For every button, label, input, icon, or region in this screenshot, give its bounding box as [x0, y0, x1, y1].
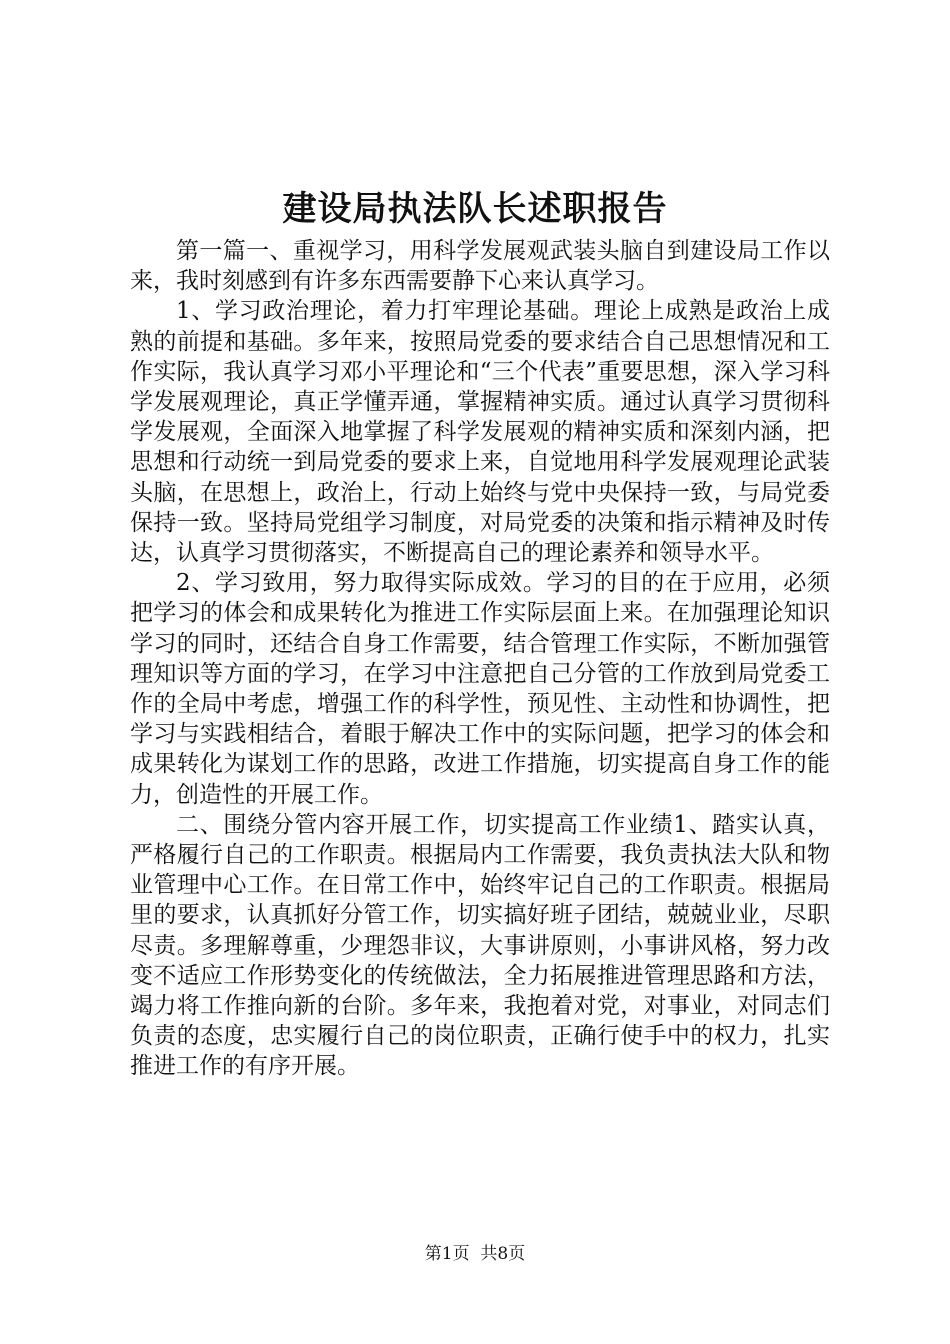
paragraph-1: 第一篇一、重视学习，用科学发展观武装头脑自到建设局工作以来，我时刻感到有许多东西需要静下心来认真学习。 [130, 238, 830, 295]
paragraph-4: 二、围绕分管内容开展工作，切实提高工作业绩1、踏实认真，严格履行自己的工作职责。根据局内工作需要，我负责执法大队和物业管理中心工作。在日常工作中，始终牢记自己的工作职责。根据局里的要求，认真抓好分管工作，切实搞好班子团结，兢兢业业，尽职尽责。多理解尊重，少理怨非议，大事讲原则，小事讲风格，努力改变不适应工作形势变化的传统做法，全力拓展推进管理思路和方法，竭力将工作推向新的台阶。多年来，我抱着对党，对事业，对同志们负责的态度，忠实履行自己的岗位职责，正确行使手中的权力，扎实推进工作的有序开展。 [130, 811, 830, 1080]
page-footer [0, 1242, 950, 1266]
paragraph-3: 2、学习致用，努力取得实际成效。学习的目的在于应用，必须把学习的体会和成果转化为推进工作实际层面上来。在加强理论知识学习的同时，还结合自身工作需要，结合管理工作实际，不断加强管理知识等方面的学习，在学习中注意把自己分管的工作放到局党委工作的全局中考虑，增强工作的科学性，预见性、主动性和协调性，把学习与实践相结合，着眼于解决工作中的实际问题，把学习的体会和成果转化为谋划工作的思路，改进工作措施，切实提高自身工作的能力，创造性的开展工作。 [130, 570, 830, 808]
document-title: 建设局执法队长述职报告 [282, 189, 668, 229]
footer-spacer [470, 1244, 481, 1264]
paragraph-2: 1、学习政治理论，着力打牢理论基础。理论上成熟是政治上成熟的前提和基础。多年来，按照局党委的要求结合自己思想情况和工作实际，我认真学习邓小平理论和“三个代表”重要思想，深入学习科学发展观理论，真正学懂弄通，掌握精神实质。通过认真学习贯彻科学发展观，全面深入地掌握了科学发展观的精神实质和深刻内涵，把思想和行动统一到局党委的要求上来，自觉地用科学发展观理论武装头脑，在思想上，政治上，行动上始终与党中央保持一致，与局党委保持一致。坚持局党组学习制度，对局党委的决策和指示精神及时传达，认真学习贯彻落实，不断提高自己的理论素养和领导水平。 [130, 298, 830, 567]
page-number-total: 共8页 [480, 1244, 526, 1264]
document-body [130, 236, 830, 1082]
page-number-current: 第1页 [424, 1244, 470, 1264]
